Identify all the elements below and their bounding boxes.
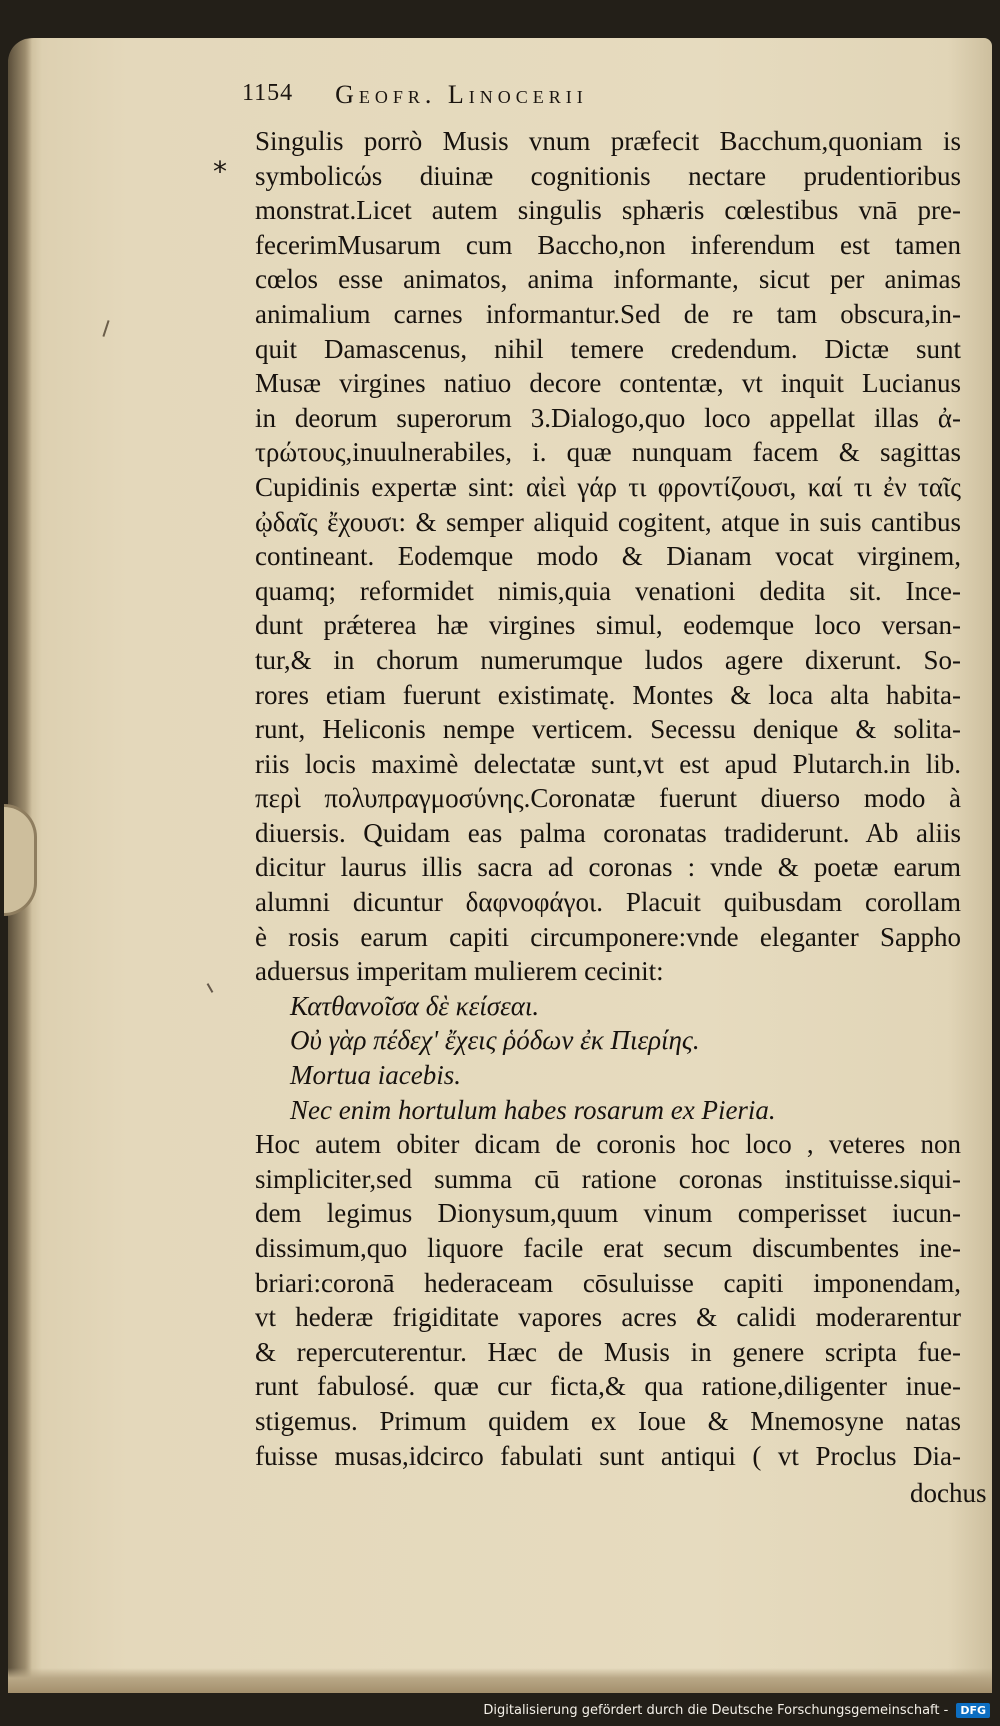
- credit-text: Digitalisierung gefördert durch die Deutsche Forschungsgemeinschaft -: [483, 1703, 949, 1718]
- page-header: [242, 80, 802, 112]
- text-line: vt hederæ frigiditate vapores acres & calidi moderarentur: [255, 1302, 961, 1333]
- text-line: dunt prǽterea hæ virgines simul, eodemque loco versan-: [255, 610, 961, 641]
- text-line: symbolicώs diuinæ cognitionis nectare prudentioribus: [255, 160, 961, 191]
- text-line: Hoc autem obiter dicam de coronis hoc loco , veteres non: [255, 1129, 961, 1160]
- text-line: Cupidinis expertæ sint: αἰεὶ γάρ τι φροντίζουσι, καί τι ἐν ταῖς: [255, 471, 961, 502]
- text-line: runt fabulosé. quæ cur ficta,& qua ratione,diligenter inue-: [255, 1371, 961, 1402]
- text-line: alumni dicuntur δαφνοφάγοι. Placuit quibusdam corollam: [255, 887, 961, 918]
- text-line: fuisse musas,idcirco fabulati sunt antiqui ( vt Proclus Dia-: [255, 1440, 961, 1471]
- text-line: è rosis earum capiti circumponere:vnde eleganter Sappho: [255, 921, 961, 952]
- text-line: cœlos esse animatos, anima informante, sicut per animas: [255, 264, 961, 295]
- text-line: simpliciter,sed summa cū ratione coronas instituisse.siqui-: [255, 1163, 961, 1194]
- text-line: ᾠδαῖς ἔχουσι: & semper aliquid cogitent, atque in suis cantibus: [255, 506, 961, 537]
- book-clasp: [4, 804, 37, 916]
- text-line: & repercuterentur. Hæc de Musis in genere scripta fue-: [255, 1336, 961, 1367]
- verse-line: Οὐ γὰρ πέδεχ' ἔχεις ῥόδων ἐκ Πιερίης.: [290, 1025, 700, 1056]
- text-line: rores etiam fuerunt existimatę. Montes & loca alta habita-: [255, 679, 961, 710]
- text-line: animalium carnes informantur.Sed de re tam obscura,in-: [255, 298, 961, 329]
- page-bottom-edge: [8, 1668, 992, 1693]
- star-mark: *: [213, 155, 227, 188]
- text-line: briari:coronā hederaceam cōsuluisse capiti imponendam,: [255, 1267, 961, 1298]
- verse-line: Nec enim hortulum habes rosarum ex Pieria.: [290, 1094, 776, 1125]
- text-line: stigemus. Primum quidem ex Ioue & Mnemosyne natas: [255, 1405, 961, 1436]
- text-line: quamq; reformidet nimis,quia venationi dedita sit. Ince-: [255, 575, 961, 606]
- running-head: Geofr. Linocerii: [335, 80, 588, 109]
- catchword: dochus: [910, 1478, 987, 1508]
- text-line: tur,& in chorum numerumque ludos agere dixerunt. So-: [255, 644, 961, 675]
- text-line: contineant. Eodemque modo & Dianam vocat virginem,: [255, 541, 961, 572]
- text-line: Musæ virgines natiuo decore contentæ, vt inquit Lucianus: [255, 368, 961, 399]
- text-line: runt, Heliconis nempe verticem. Secessu denique & solita-: [255, 714, 961, 745]
- verse-line: Mortua iacebis.: [290, 1060, 461, 1091]
- text-line: dissimum,quo liquore facile erat secum discumbentes ine-: [255, 1233, 961, 1263]
- digitization-credit: [483, 1703, 990, 1718]
- text-line: fecerimMusarum cum Baccho,non inferendum est tamen: [255, 229, 961, 260]
- text-line: diuersis. Quidam eas palma coronatas tradiderunt. Ab aliis: [255, 817, 961, 848]
- page-number: 1154: [242, 80, 294, 106]
- text-line: Singulis porrò Musis vnum præfecit Bacchum,quoniam is: [255, 126, 961, 156]
- text-line: aduersus imperitam mulierem cecinit:: [255, 956, 664, 987]
- text-line: περὶ πολυπραγμοσύνης.Coronatæ fuerunt diuerso modo à: [255, 783, 961, 814]
- text-line: in deorum superorum 3.Dialogo,quo loco appellat illas ἀ-: [255, 402, 961, 433]
- verse-line: Κατθανοῖσα δὲ κείσεαι.: [290, 990, 540, 1021]
- text-line: riis locis maximè delectatæ sunt,vt est apud Plutarch.in lib.: [255, 748, 961, 779]
- body-text: [255, 124, 961, 1473]
- text-line: τρώτους,inuulnerabiles, i. quæ nunquam facem & sagittas: [255, 437, 961, 468]
- text-line: quit Damascenus, nihil temere credendum. Dictæ sunt: [255, 333, 961, 364]
- text-line: dem legimus Dionysum,quum vinum comperisset iucun-: [255, 1198, 961, 1229]
- text-line: monstrat.Licet autem singulis sphæris cœlestibus vnā pre-: [255, 195, 961, 226]
- dfg-logo: DFG: [956, 1703, 990, 1718]
- text-line: dicitur laurus illis sacra ad coronas : vnde & poetæ earum: [255, 852, 961, 883]
